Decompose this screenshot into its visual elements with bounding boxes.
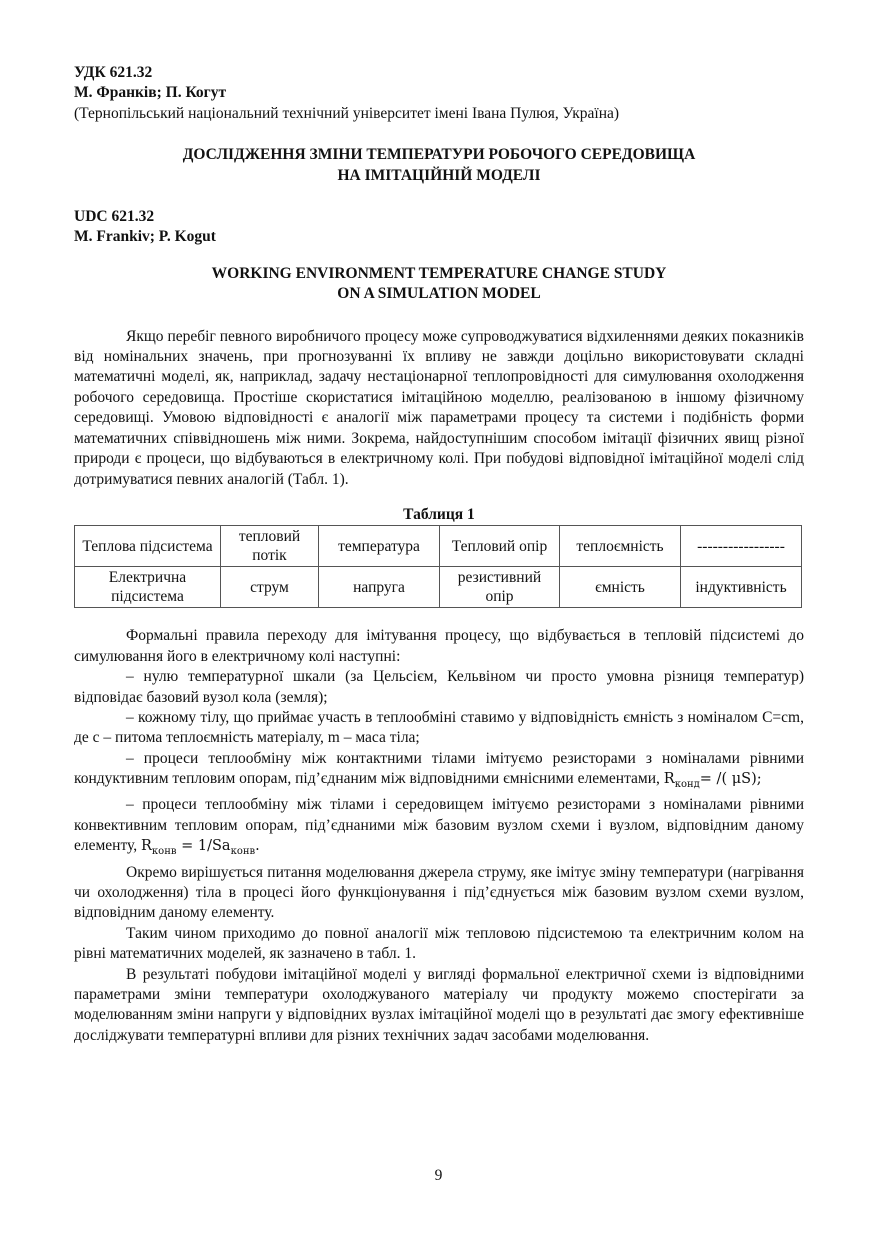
formula-r-konv: $R_{конв} = 1/Sa_{конв}$.: [141, 838, 260, 858]
title-en-line-2: ON A SIMULATION MODEL: [337, 285, 541, 303]
authors-en: M. Frankiv; P. Kogut: [74, 228, 216, 246]
page-content: [74, 63, 804, 1046]
title-ua-line-2: НА ІМІТАЦІЙНІЙ МОДЕЛІ: [337, 166, 541, 184]
authors-ua: М. Франків; П. Когут: [74, 84, 227, 102]
table-cell: індуктивність: [681, 567, 802, 608]
paragraph-analogy: Таким чином приходимо до повної аналогії між тепловою підсистемою та електричним колом на рівні математичних моделей, як зазначено в табл. 1.: [74, 924, 804, 963]
rule-3-text: – процеси теплообміну між контактними тілами імітуємо резисторами з номіналами рівними кондуктивним тепловим опорам, під’єднаним між відповідними ємнісними елементами,: [74, 749, 804, 788]
table-cell: -----------------: [681, 526, 802, 567]
table-cell: теплоємність: [560, 526, 681, 567]
formula-r-kond: $R_{конд}=$ /( μS);: [663, 771, 762, 791]
table-caption: Таблиця 1: [403, 505, 475, 523]
rules-intro: Формальні правила переходу для імітування процесу, що відбувається в тепловій підсистемі до симулювання його в електричному колі наступні:: [74, 627, 804, 665]
table-cell: Електрична підсистема: [75, 567, 221, 608]
intro-paragraph: Якщо перебіг певного виробничого процесу може супроводжуватися відхиленнями деяких показників від номінальних значень, при прогнозуванні їх впливу не завжди доцільно використовувати складні математичні моделі, як, наприклад, задачу нестаціонарної теплопровідності для симулювання охолодження робочого середовища. Простіше скористатися імітаційною моделлю, реалізованою в іншому фізичному середовищі. Умовою відповідності є аналогії між параметрами процесу та системи і подібність форми математичних співвідношень між ними. Зокрема, найдоступнішим способом імітації фізичних явищ різної природи є процеси, що відбуваються в електричному колі. При побудові відповідної імітаційної моделі слід дотримуватися певних аналогій (Табл. 1).: [74, 327, 804, 488]
table-row-thermal: [75, 526, 802, 567]
table-row-electric: [75, 567, 802, 608]
title-ua: [74, 145, 804, 186]
analogy-table: [74, 525, 802, 608]
title-en: [74, 264, 804, 305]
udc-ua: УДК 621.32: [74, 64, 153, 81]
table-cell: Тепловий опір: [440, 526, 560, 567]
title-en-line-1: WORKING ENVIRONMENT TEMPERATURE CHANGE STUDY: [211, 264, 667, 282]
paragraph-result: В результаті побудови імітаційної моделі у вигляді формальної електричної схеми із відповідними параметрами зміни температури охолоджуваного матеріалу чи продукту можемо спостерігати за моделюванням зміни напруги у відповідних вузлах імітаційної моделі що в результаті дає змогу ефективніше досліджувати температурні впливи для різних технічних задач засобами моделювання.: [74, 965, 804, 1044]
rule-4: [74, 795, 804, 862]
table-cell: Теплова підсистема: [75, 526, 221, 567]
table-cell: тепловий потік: [221, 526, 319, 567]
table-cell: напруга: [319, 567, 440, 608]
affiliation-ua: (Тернопільський національний технічний університет імені Івана Пулюя, Україна): [74, 104, 620, 122]
rule-4-text: – процеси теплообміну між тілами і середовищем імітуємо резисторами з номіналами рівними конвективним тепловим опорам, під’єднаними між базовим вузлом схеми і вузлом, відповідним даному елементу,: [74, 796, 804, 855]
table-cell: струм: [221, 567, 319, 608]
rule-2: – кожному тілу, що приймає участь в теплообміні ставимо у відповідність ємність з номіналом С=сm, де с – питома теплоємність матеріалу, m – маса тіла;: [74, 708, 804, 747]
rule-1: – нулю температурної шкали (за Цельсієм, Кельвіном чи просто умовна різниця температур) відповідає базовий вузол кола (земля);: [74, 668, 804, 706]
udc-en: UDC 621.32: [74, 208, 155, 226]
paragraph-current-source: Окремо вирішується питання моделювання джерела струму, яке імітує зміну температури (нагрівання чи охолодження) тіла в процесі його функціонування і під’єднується між базовим вузлом схеми вузлом, відповідним даному елементу.: [74, 863, 804, 922]
page-number: 9: [434, 1167, 443, 1184]
table-cell: ємність: [560, 567, 681, 608]
table-cell: температура: [319, 526, 440, 567]
title-ua-line-1: ДОСЛІДЖЕННЯ ЗМІНИ ТЕМПЕРАТУРИ РОБОЧОГО СЕРЕДОВИЩА: [182, 146, 696, 164]
rule-3: [74, 749, 804, 796]
table-cell: резистивний опір: [440, 567, 560, 608]
